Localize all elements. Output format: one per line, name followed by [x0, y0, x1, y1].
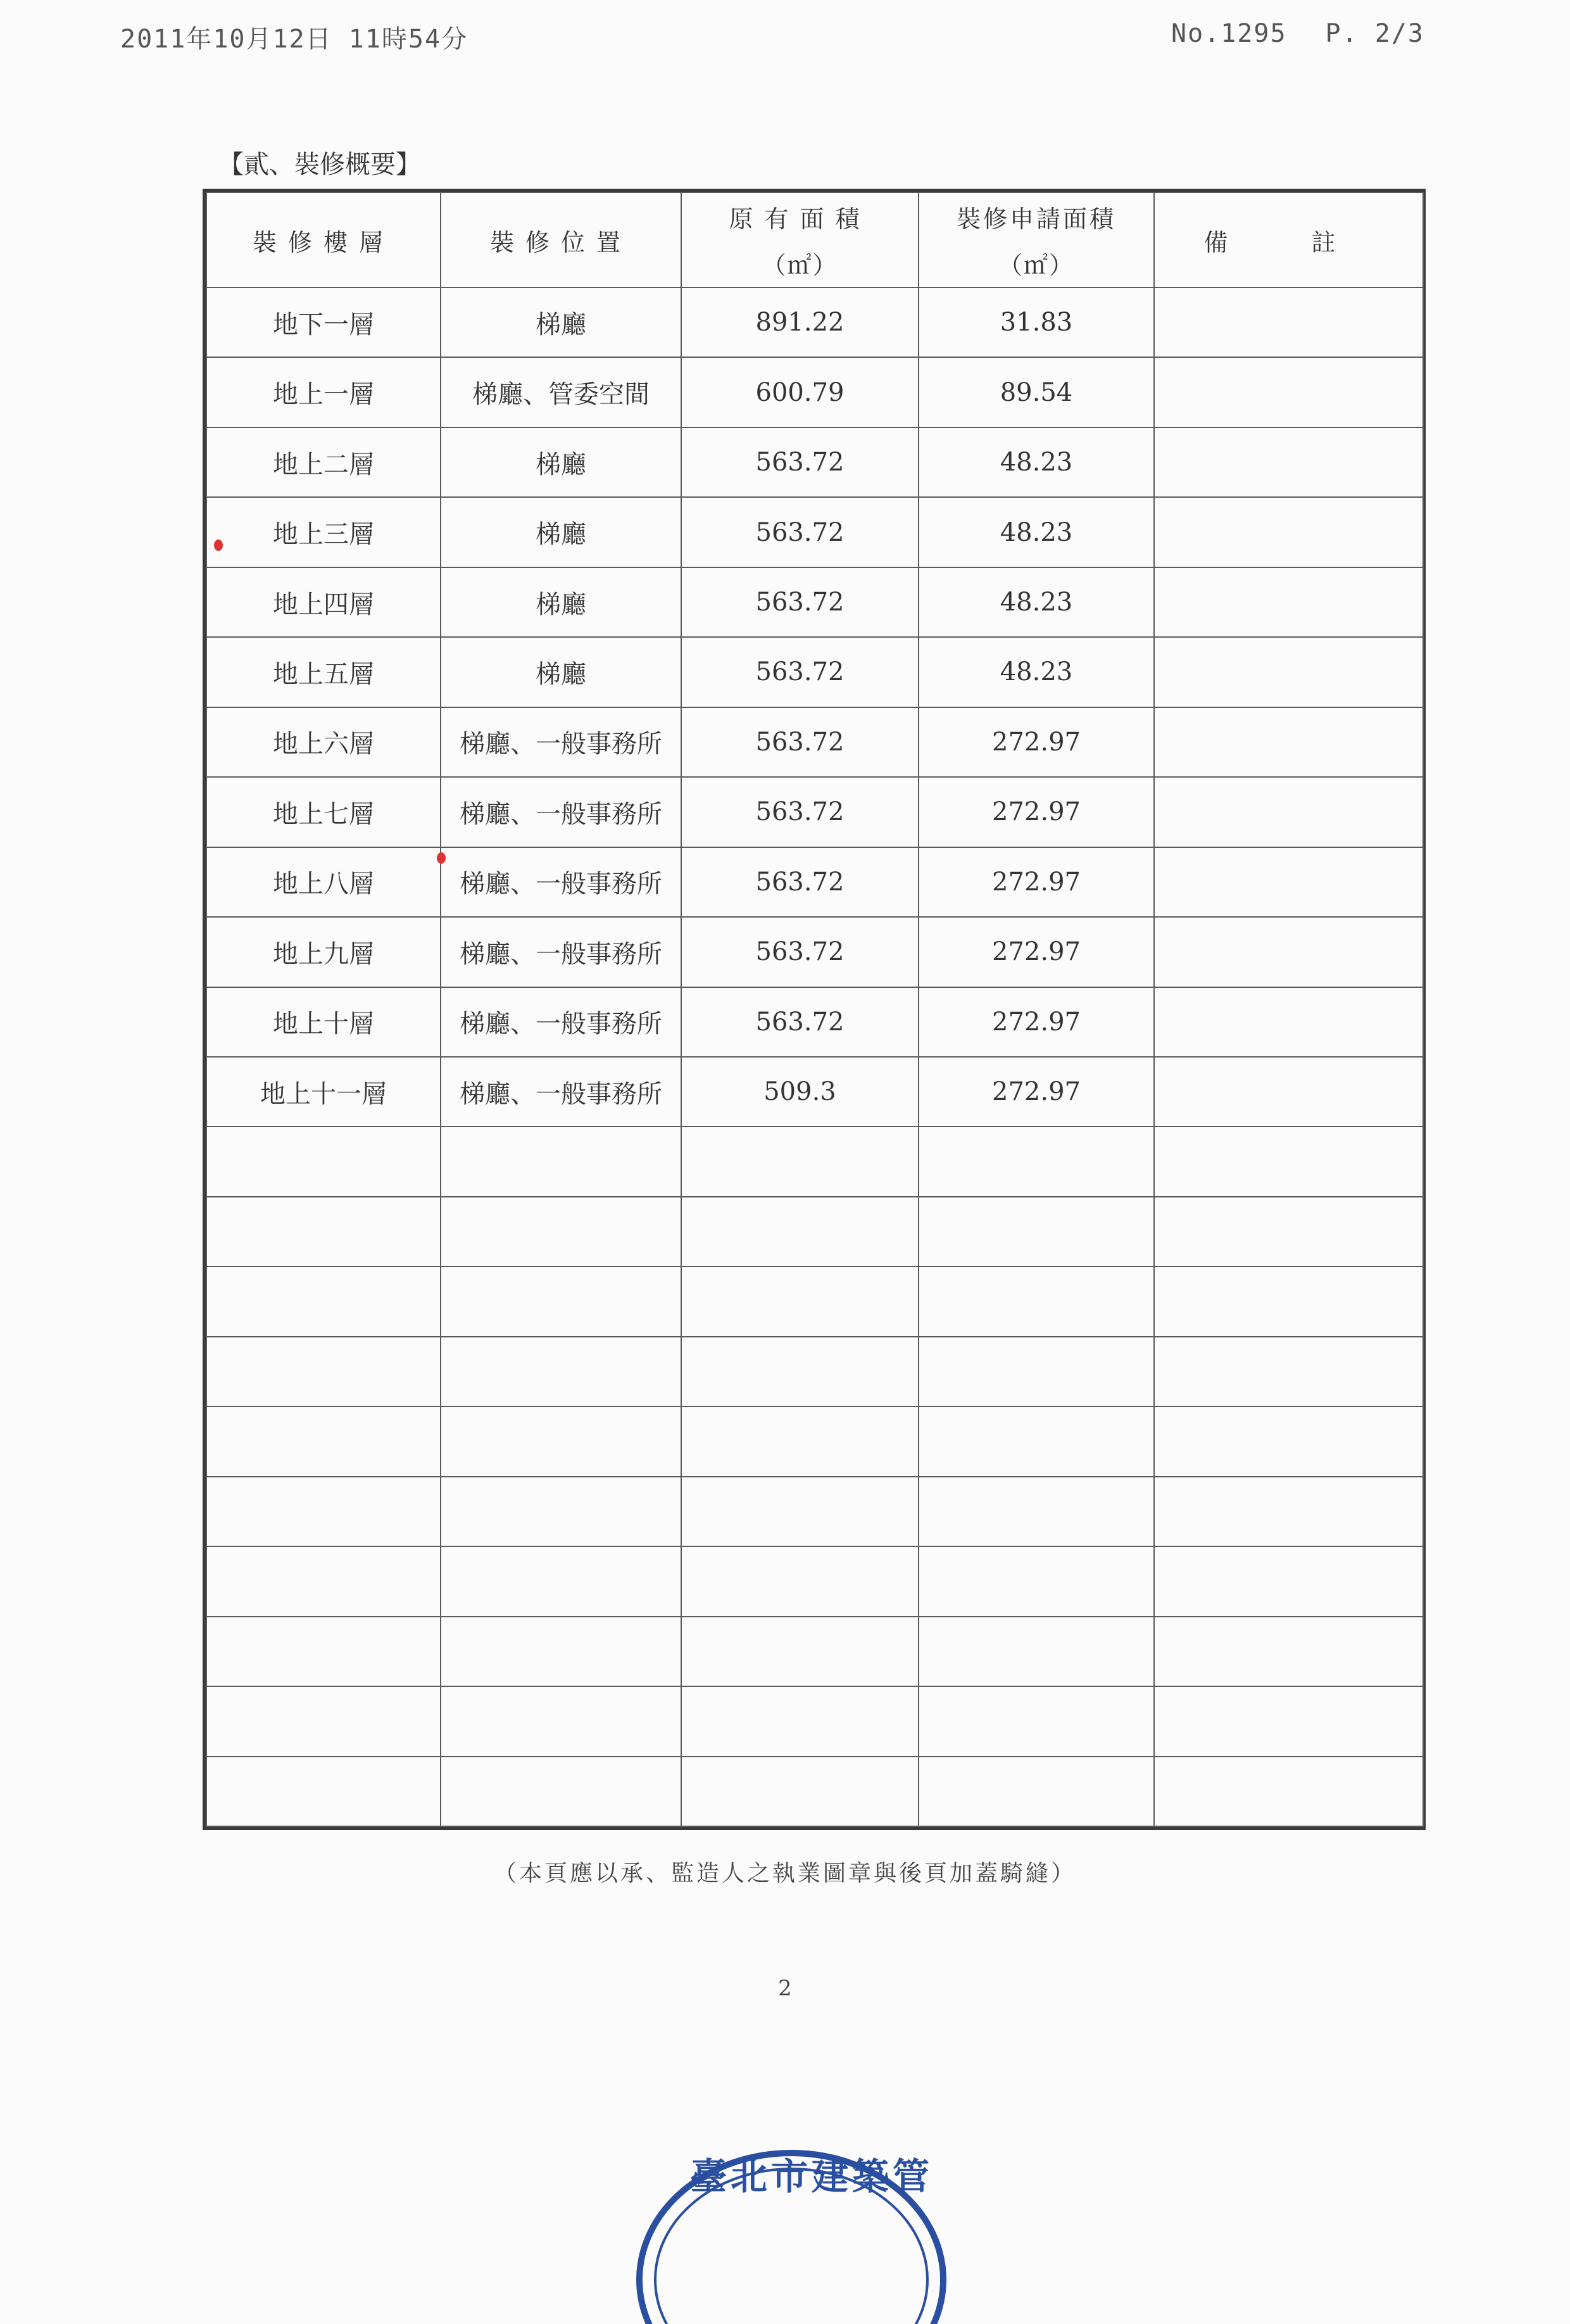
header-remarks: 備 註 — [1154, 193, 1423, 287]
page-number: 2 — [778, 1976, 792, 2001]
cell-floor: 地下一層 — [206, 287, 441, 357]
table-row — [206, 637, 1423, 707]
cell-applied-area — [919, 1266, 1154, 1336]
cell-applied-area: 48.23 — [919, 497, 1154, 567]
cell-remarks — [1154, 1266, 1423, 1336]
cell-original-area — [681, 1127, 919, 1196]
cell-applied-area — [919, 1197, 1154, 1266]
cell-floor — [206, 1406, 441, 1476]
header-original-area — [681, 193, 919, 287]
cell-remarks — [1154, 1546, 1423, 1616]
cell-remarks — [1154, 287, 1423, 357]
cell-original-area: 563.72 — [681, 427, 919, 497]
cell-remarks — [1154, 1477, 1423, 1546]
cell-remarks — [1154, 427, 1423, 497]
fax-timestamp: 2011年10月12日 11時54分 — [120, 25, 468, 54]
cell-applied-area: 48.23 — [919, 637, 1154, 707]
cell-remarks — [1154, 1617, 1423, 1686]
header-applied-area — [919, 193, 1154, 287]
cell-applied-area — [919, 1546, 1154, 1616]
cell-applied-area: 272.97 — [919, 917, 1154, 987]
table-row — [206, 357, 1423, 427]
cell-floor: 地上七層 — [206, 777, 441, 847]
cell-remarks — [1154, 1057, 1423, 1127]
cell-original-area — [681, 1406, 919, 1476]
table-header-row — [206, 193, 1423, 287]
cell-original-area: 563.72 — [681, 847, 919, 917]
header-original-area-unit: （㎡） — [762, 251, 838, 279]
table-row — [206, 287, 1423, 357]
cell-applied-area: 89.54 — [919, 357, 1154, 427]
cell-applied-area: 272.97 — [919, 847, 1154, 917]
table-row — [206, 917, 1423, 987]
cell-applied-area: 272.97 — [919, 987, 1154, 1057]
fax-header — [120, 19, 1424, 57]
table-row — [206, 1266, 1423, 1336]
cell-remarks — [1154, 1406, 1423, 1476]
cell-remarks — [1154, 1337, 1423, 1406]
cell-location: 梯廳 — [441, 567, 681, 637]
table-row — [206, 427, 1423, 497]
cell-original-area: 891.22 — [681, 287, 919, 357]
cell-location: 梯廳、一般事務所 — [441, 847, 681, 917]
cell-original-area: 509.3 — [681, 1057, 919, 1127]
renovation-summary-table — [206, 192, 1424, 1827]
cell-location — [441, 1757, 681, 1826]
red-ink-mark — [437, 852, 446, 864]
cell-remarks — [1154, 497, 1423, 567]
cell-floor: 地上一層 — [206, 357, 441, 427]
cell-floor — [206, 1337, 441, 1406]
cell-location: 梯廳、一般事務所 — [441, 1057, 681, 1127]
cell-floor: 地上十一層 — [206, 1057, 441, 1127]
header-location: 裝修位置 — [441, 193, 681, 287]
cell-applied-area: 272.97 — [919, 1057, 1154, 1127]
red-ink-mark — [214, 540, 223, 551]
header-original-area-label: 原有面積 — [729, 205, 871, 233]
cell-floor: 地上四層 — [206, 567, 441, 637]
cell-location: 梯廳、一般事務所 — [441, 777, 681, 847]
cell-applied-area — [919, 1337, 1154, 1406]
table-row — [206, 1057, 1423, 1127]
cell-applied-area: 272.97 — [919, 707, 1154, 777]
header-floor: 裝修樓層 — [206, 193, 441, 287]
cell-original-area — [681, 1686, 919, 1756]
cell-location: 梯廳、一般事務所 — [441, 987, 681, 1057]
cell-floor: 地上十層 — [206, 987, 441, 1057]
cell-remarks — [1154, 707, 1423, 777]
cell-location: 梯廳 — [441, 497, 681, 567]
cell-location: 梯廳、一般事務所 — [441, 707, 681, 777]
fax-page-indicator: P. 2/3 — [1325, 19, 1424, 48]
cell-floor: 地上六層 — [206, 707, 441, 777]
header-applied-area-unit: （㎡） — [998, 251, 1074, 279]
section-title: 【貳、裝修概要】 — [218, 150, 421, 179]
cell-original-area: 563.72 — [681, 987, 919, 1057]
cell-original-area — [681, 1477, 919, 1546]
fax-number: No.1295 — [1171, 19, 1287, 48]
cell-floor — [206, 1477, 441, 1546]
cell-remarks — [1154, 987, 1423, 1057]
cell-original-area: 563.72 — [681, 777, 919, 847]
cell-location: 梯廳、一般事務所 — [441, 917, 681, 987]
cell-applied-area: 272.97 — [919, 777, 1154, 847]
cell-remarks — [1154, 1127, 1423, 1196]
cell-remarks — [1154, 777, 1423, 847]
cell-original-area — [681, 1546, 919, 1616]
cell-location: 梯廳 — [441, 637, 681, 707]
cell-remarks — [1154, 917, 1423, 987]
cell-original-area — [681, 1617, 919, 1686]
table-row — [206, 1617, 1423, 1686]
cell-location — [441, 1546, 681, 1616]
table-row — [206, 497, 1423, 567]
cell-applied-area: 31.83 — [919, 287, 1154, 357]
cell-location — [441, 1686, 681, 1756]
table-row — [206, 1127, 1423, 1196]
cell-original-area — [681, 1757, 919, 1826]
cell-floor: 地上九層 — [206, 917, 441, 987]
cell-location — [441, 1197, 681, 1266]
table-row — [206, 1546, 1423, 1616]
cell-floor — [206, 1546, 441, 1616]
cell-floor: 地上五層 — [206, 637, 441, 707]
table-row — [206, 1686, 1423, 1756]
table-row — [206, 567, 1423, 637]
cell-original-area: 563.72 — [681, 917, 919, 987]
cell-original-area — [681, 1337, 919, 1406]
cell-original-area: 600.79 — [681, 357, 919, 427]
official-seal-text: 臺北市建築管 — [690, 2155, 934, 2198]
cell-floor: 地上二層 — [206, 427, 441, 497]
cell-location: 梯廳 — [441, 287, 681, 357]
cell-applied-area: 48.23 — [919, 427, 1154, 497]
cell-location — [441, 1406, 681, 1476]
cell-location — [441, 1617, 681, 1686]
cell-remarks — [1154, 1686, 1423, 1756]
cell-remarks — [1154, 1197, 1423, 1266]
cell-remarks — [1154, 847, 1423, 917]
cell-remarks — [1154, 357, 1423, 427]
cell-applied-area — [919, 1686, 1154, 1756]
cell-applied-area — [919, 1127, 1154, 1196]
cell-floor: 地上三層 — [206, 497, 441, 567]
table-body — [206, 287, 1423, 1826]
cell-floor — [206, 1757, 441, 1826]
cell-floor — [206, 1266, 441, 1336]
cell-applied-area — [919, 1477, 1154, 1546]
table-row — [206, 1757, 1423, 1826]
cell-floor — [206, 1617, 441, 1686]
table-row — [206, 1477, 1423, 1546]
cell-floor — [206, 1686, 441, 1756]
cell-original-area: 563.72 — [681, 637, 919, 707]
cell-floor — [206, 1127, 441, 1196]
cell-floor — [206, 1197, 441, 1266]
cell-location: 梯廳 — [441, 427, 681, 497]
table-row — [206, 1337, 1423, 1406]
cell-remarks — [1154, 637, 1423, 707]
cell-remarks — [1154, 1757, 1423, 1826]
table-row — [206, 1197, 1423, 1266]
table-row — [206, 987, 1423, 1057]
cell-original-area: 563.72 — [681, 707, 919, 777]
footnote: （本頁應以承、監造人之執業圖章與後頁加蓋騎縫） — [493, 1860, 1076, 1886]
cell-applied-area — [919, 1406, 1154, 1476]
cell-location — [441, 1337, 681, 1406]
cell-original-area — [681, 1197, 919, 1266]
cell-original-area: 563.72 — [681, 497, 919, 567]
table-row — [206, 777, 1423, 847]
cell-applied-area — [919, 1757, 1154, 1826]
header-applied-area-label: 裝修申請面積 — [956, 205, 1116, 233]
cell-location — [441, 1127, 681, 1196]
cell-original-area — [681, 1266, 919, 1336]
table-row — [206, 1406, 1423, 1476]
cell-remarks — [1154, 567, 1423, 637]
cell-applied-area — [919, 1617, 1154, 1686]
table-row — [206, 707, 1423, 777]
cell-location — [441, 1477, 681, 1546]
cell-location — [441, 1266, 681, 1336]
cell-applied-area: 48.23 — [919, 567, 1154, 637]
cell-original-area: 563.72 — [681, 567, 919, 637]
cell-floor: 地上八層 — [206, 847, 441, 917]
table-row — [206, 847, 1423, 917]
renovation-summary-table-frame — [203, 189, 1426, 1830]
cell-location: 梯廳、管委空間 — [441, 357, 681, 427]
